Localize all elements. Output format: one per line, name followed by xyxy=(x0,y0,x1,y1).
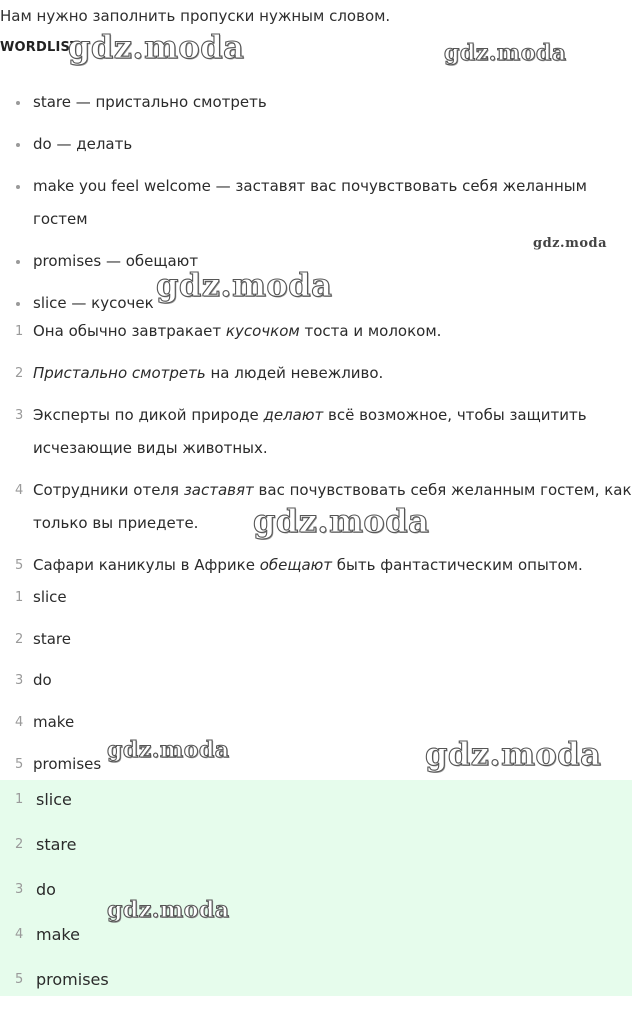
sentence-list xyxy=(0,315,632,591)
intro-text: Нам нужно заполнить пропуски нужным словом. xyxy=(0,7,391,25)
watermark-logo: gdz.moda xyxy=(107,897,230,923)
answer-text: promises xyxy=(36,970,109,989)
item-number: 4 xyxy=(15,483,24,498)
answer-text: do xyxy=(36,880,56,899)
sentence-text-end: всё возможное, чтобы защитить исчезающие виды животных. xyxy=(33,406,587,457)
sentence-item xyxy=(0,357,632,390)
highlighted-answer-item xyxy=(0,872,632,908)
sentence-text-end: вас почувствовать себя желанным гостем, как только вы приедете. xyxy=(33,481,632,532)
sentence-item xyxy=(0,315,632,348)
bullet-icon xyxy=(16,302,20,306)
answer-text: make xyxy=(33,713,75,732)
wordlist-item-text: promises — обещают xyxy=(33,252,199,270)
highlighted-answer-item xyxy=(0,827,632,863)
watermark-logo: gdz.moda xyxy=(253,502,430,540)
answer-text: do xyxy=(33,671,52,690)
wordlist-item-text: slice — кусочек xyxy=(33,294,154,312)
item-number: 1 xyxy=(15,324,24,339)
wordlist-item-text: do — делать xyxy=(33,135,133,153)
item-number: 2 xyxy=(15,366,24,381)
sentence-text-start: Она обычно завтракает xyxy=(33,322,226,340)
answer-text: slice xyxy=(33,588,67,606)
filled-word: кусочком xyxy=(225,322,300,340)
watermark-logo: gdz.moda xyxy=(444,40,567,66)
wordlist-item xyxy=(0,86,632,119)
answer-text: stare xyxy=(36,835,77,854)
wordlist-item-text: make you feel welcome — заставят вас почувствовать себя желанным гостем xyxy=(33,177,587,228)
item-number: 1 xyxy=(15,792,24,807)
watermark-logo: gdz.moda xyxy=(425,735,602,773)
sentence-text-end: на людей невежливо. xyxy=(205,364,384,382)
watermark-logo: gdz.moda xyxy=(107,737,230,763)
item-number: 5 xyxy=(15,756,24,772)
item-number: 3 xyxy=(15,408,24,423)
bullet-icon xyxy=(16,143,20,147)
sentence-item xyxy=(0,399,632,465)
item-number: 2 xyxy=(15,837,24,852)
answer-text: make xyxy=(36,925,80,944)
filled-word: Пристально смотреть xyxy=(33,364,206,382)
filled-word: заставят xyxy=(183,481,254,499)
answer-item xyxy=(0,623,632,656)
bullet-icon xyxy=(16,185,20,189)
answer-text: promises xyxy=(33,754,102,773)
watermark-logo: gdz.moda xyxy=(68,28,245,66)
answer-text: slice xyxy=(36,790,72,809)
highlighted-answer-item xyxy=(0,962,632,998)
bullet-icon xyxy=(16,260,20,264)
item-number: 2 xyxy=(15,631,24,647)
item-number: 4 xyxy=(15,715,24,731)
item-number: 3 xyxy=(15,673,24,689)
item-number: 5 xyxy=(15,558,24,573)
sentence-item xyxy=(0,549,632,582)
sentence-text-start: Сафари каникулы в Африке xyxy=(33,556,260,574)
highlighted-answer-box xyxy=(0,780,632,996)
answer-item xyxy=(0,664,632,697)
answer-text: stare xyxy=(33,629,71,648)
highlighted-answer-list xyxy=(0,782,632,1007)
sentence-text-start: Сотрудники отеля xyxy=(33,481,184,499)
wordlist-item xyxy=(0,128,632,161)
sentence-text-end: быть фантастическим опытом. xyxy=(332,556,583,574)
wordlist-title: WORDLIST xyxy=(0,40,80,55)
highlighted-answer-item xyxy=(0,917,632,953)
item-number: 3 xyxy=(15,882,24,897)
answer-item xyxy=(0,581,632,614)
bullet-icon xyxy=(16,101,20,105)
item-number: 5 xyxy=(15,972,24,987)
watermark-logo: gdz.moda xyxy=(156,266,333,304)
filled-word: обещают xyxy=(259,556,333,574)
wordlist-item-text: stare — пристально смотреть xyxy=(33,93,267,111)
watermark-logo: gdz.moda xyxy=(533,236,608,251)
sentence-text-end: тоста и молоком. xyxy=(299,322,442,340)
wordlist-item xyxy=(0,170,632,236)
item-number: 4 xyxy=(15,927,24,942)
item-number: 1 xyxy=(15,590,24,605)
filled-word: делают xyxy=(263,406,324,424)
highlighted-answer-item xyxy=(0,782,632,818)
sentence-text-start: Эксперты по дикой природе xyxy=(33,406,264,424)
